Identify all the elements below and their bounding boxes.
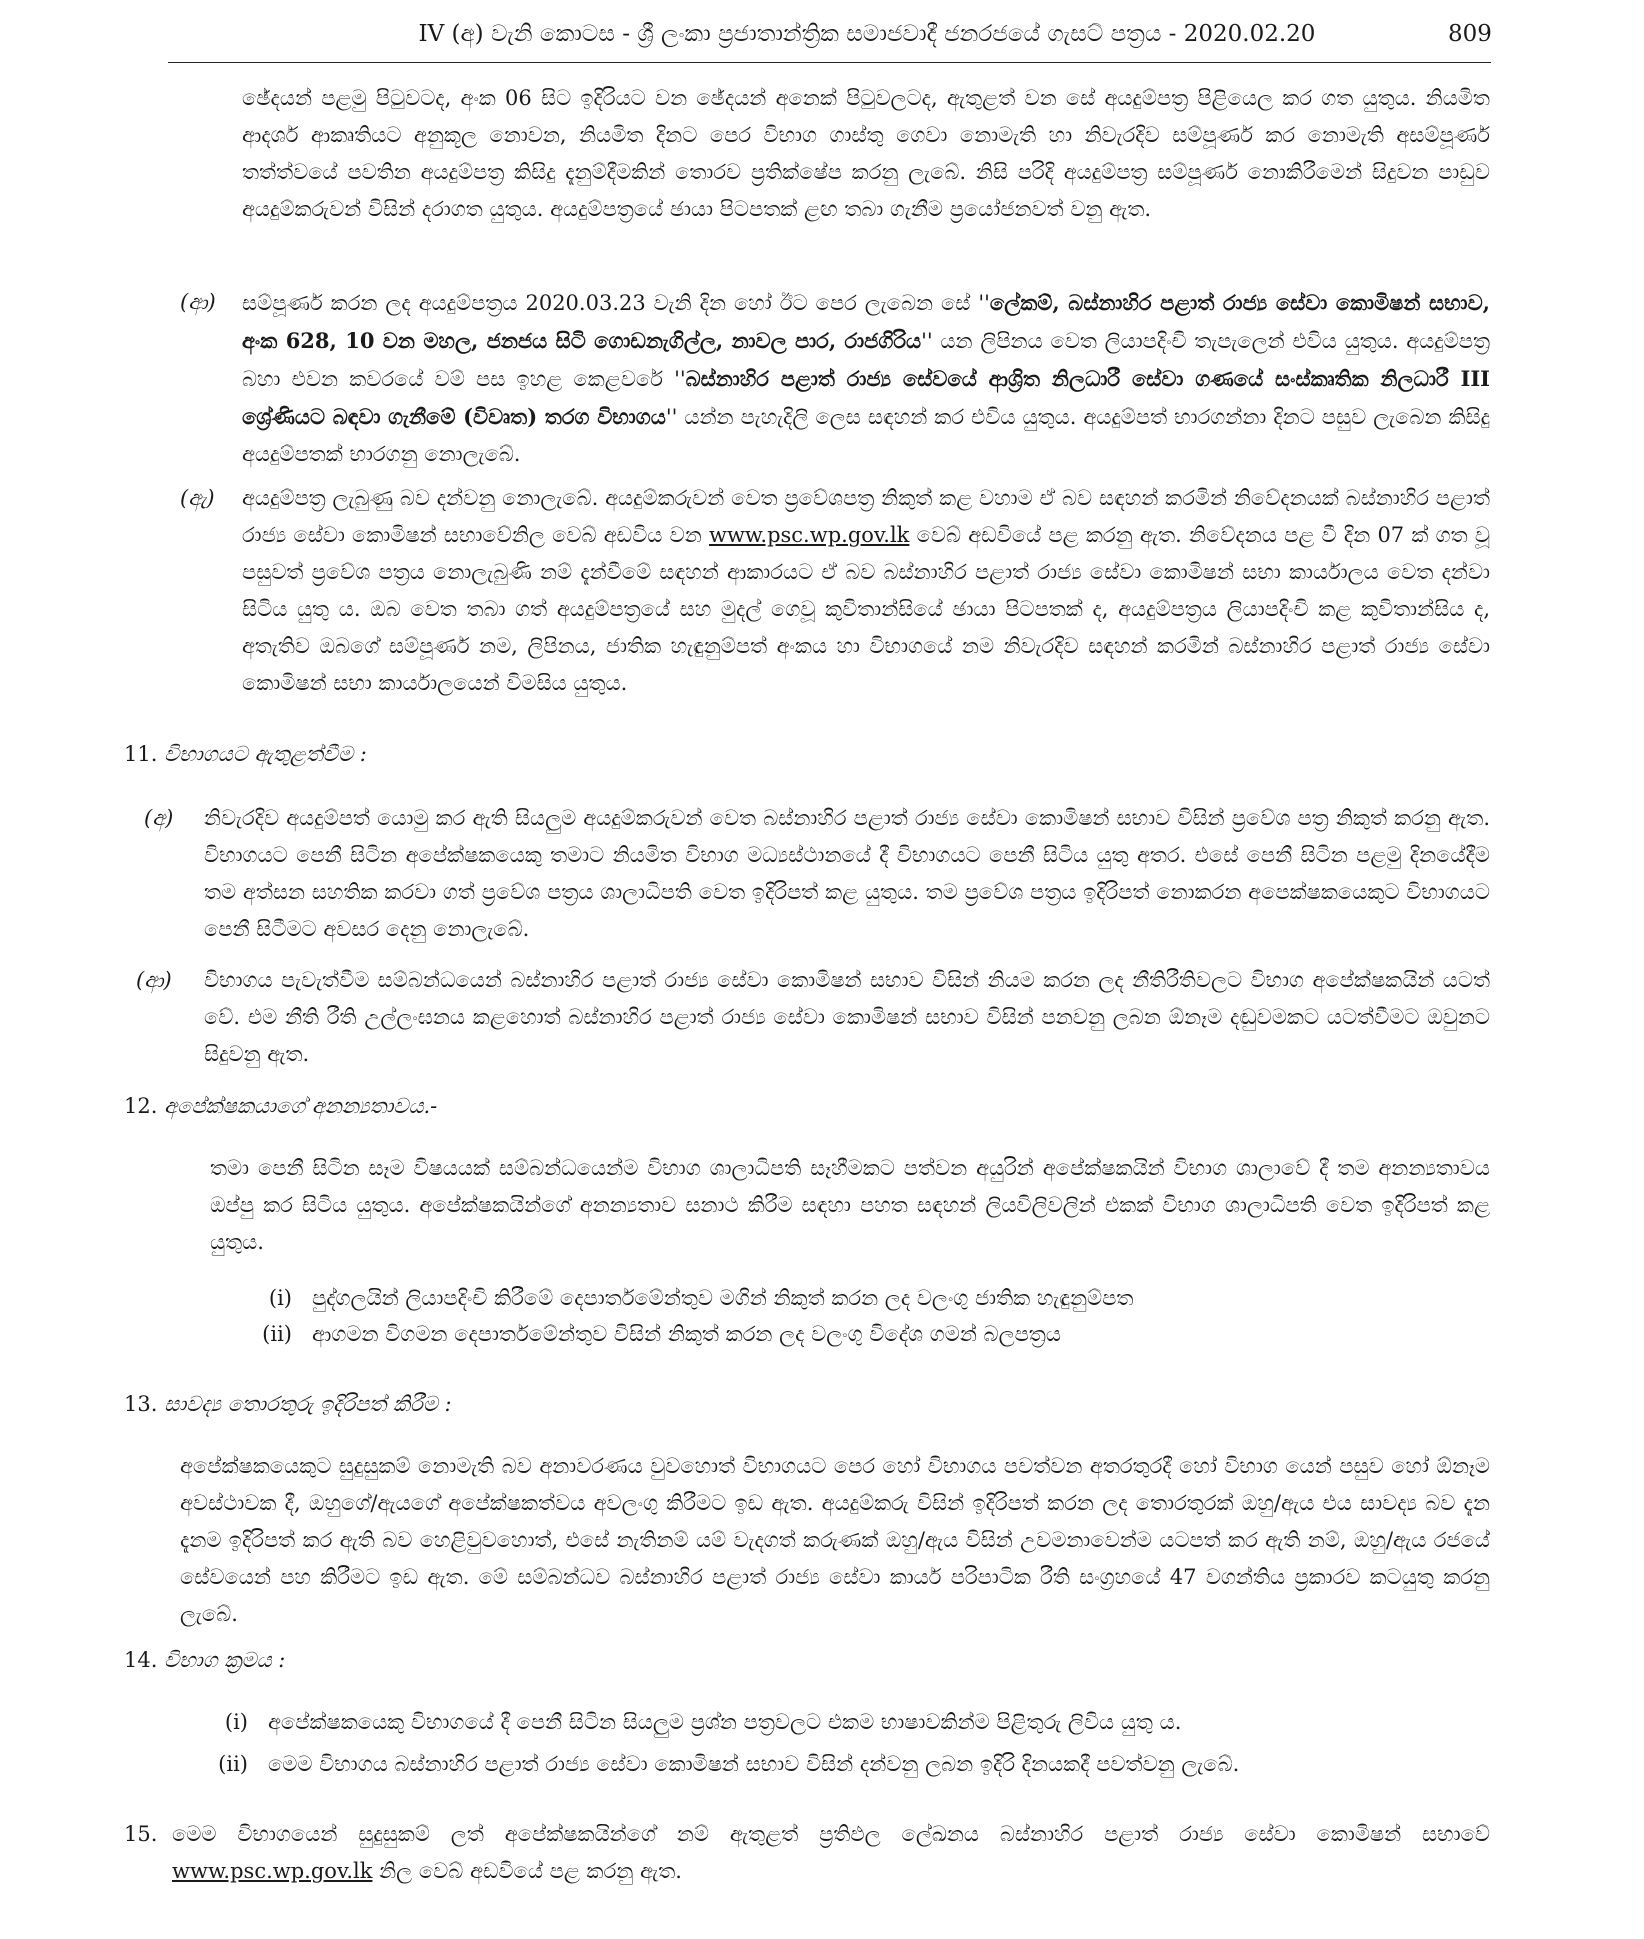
section-12-text: තමා පෙනී සිටින සෑම විෂයයක් සම්බන්ධයෙන්ම විභාග ශාලාධිපති සෑහීමකට පත්වන අයුරින් අපේක්ෂකයින් විභාග ශාලාවේ දී තම අනන්‍යතාවය ඔප්පු කර සිටිය යුතුය. අපේක්ෂකයින්ගේ අනන්‍යතාව සනාථ කිරීම සඳහා පහත සඳහන් ලියවිලිවලින් එකක් විභාග ශාලාධිපති වෙත ඉදිරිපත් කළ යුතුය. bbox=[210, 1156, 1490, 1254]
intro-paragraph: ඡේදයන් පළමු පිටුවටද, අංක 06 සිට ඉදිරියට වන ඡේදයන් අනෙක් පිටුවලටද, ඇතුළත් වන සේ අයදුම්පත්‍ර පිළියෙල කර ගත යුතුය. නියමිත ආදර්ශ ආකෘතියට අනුකූල නොවන, නියමිත දිනට පෙර විභාග ගාස්තු ගෙවා නොමැති හා නිවැරදිව සම්පූර්ණ කර නොමැති අසම්පූර්ණ තත්ත්වයේ පවතින අයදුම්පත්‍ර කිසිදු දැනුම්දීමකින් තොරව ප්‍රතික්ෂේප කරනු ලැබේ. නිසි පරිදි අයදුම්පත්‍ර සම්පූර්ණ නොකිරීමෙන් සිදුවන පාඩුව අයදුම්කරුවන් විසින් දරාගත යුතුය. අයදුම්පත්‍රයේ ඡායා පිටපතක් ළඟ තබා ගැනීම ප්‍රයෝජනවත් වනු ඇත. bbox=[242, 86, 1490, 221]
section-12-item-1-num: (i) bbox=[268, 1286, 292, 1310]
section-13-text: අපේක්ෂකයෙකුට සුදුසුකම් නොමැති බව අනාවරණය වුවහොත් විභාගයට පෙර හෝ විභාගය පවත්වන අතරතුරදී හෝ විභාග යෙන් පසුව හෝ ඕනෑම අවස්ථාවක දී, ඔහුගේ/ඇයගේ අපේක්ෂකත්වය අවලංගු කිරීමට ඉඩ ඇත. අයදුම්කරු විසින් ඉදිරිපත් කරන ලද තොරතුරක් ඔහු/ඇය එය සාවද්‍ය බව දැන දැනම ඉදිරිපත් කර ඇති බව හෙළිවුවහොත්, එසේ නැතිනම් යම් වැදගත් කරුණක් ඔහු/ඇය විසින් උවමනාවෙන්ම යටපත් කර ඇති නම්, ඔහු/ඇය රජයේ සේවයෙන් පහ කිරීමට ඉඩ ඇත. මේ සම්බන්ධව බස්නාහිර පළාත් රාජ්‍ය සේවා කාර්ය පරිපාටික රීති සංග්‍රහයේ 47 වගන්තිය ප්‍රකාරව කටයුතු කරනු ලැබේ. bbox=[180, 1454, 1490, 1626]
section-12-item-2-text: ආගමන විගමන දෙපාර්තමේන්තුව විසින් නිකුත් කරන ලද වලංගු විදේශ ගමන් බලපත්‍රය bbox=[312, 1322, 1061, 1346]
item-aa-text-3: '' යන්න පැහැදිලි ලෙස සඳහන් කර එවිය යුතුය. අයදුම්පත් භාරගන්නා දිනට පසුව ලැබෙන කිසිදු අයදුම්පතක් භාරගනු නොලැබේ. bbox=[242, 405, 1490, 466]
section-11-aa-text: විභාගය පැවැත්වීම සම්බන්ධයෙන් බස්නාහිර පළාත් රාජ්‍ය සේවා කොමිෂන් සභාව විසින් නියම කරන ලද නීතිරීතිවලට විභාග අපේක්ෂකයින් යටත් වේ. එම නීති රීති උල්ලංඝනය කළහොත් බස්නාහිර පළාත් රාජ්‍ය සේවා කොමිෂන් සභාව විසින් පනවනු ලබන ඕනෑම දඬුවමකට යටත්වීමට ඔවුනට සිදුවනු ඇත. bbox=[204, 968, 1490, 1066]
page-header bbox=[242, 14, 1492, 54]
item-ae-label: (ඇ) bbox=[180, 486, 215, 510]
item-aa-address: ලේකම්, බස්නාහිර පළාත් රාජ්‍ය සේවා කොමිෂන් සභාව, අංක 628, 10 වන මහල, ජනජය සිටි ගොඩනැගිල්ල, නාවල පාර, රාජගිරිය bbox=[242, 290, 1490, 353]
section-12-number: 12. bbox=[124, 1094, 158, 1118]
section-14-item-2-text: මෙම විභාගය බස්නාහිර පළාත් රාජ්‍ය සේවා කොමිෂන් සභාව විසින් දන්වනු ලබන ඉදිරි දිනයකදී පවත්වනු ලැබේ. bbox=[268, 1752, 1240, 1776]
section-13-title: සාවද්‍ය තොරතුරු ඉදිරිපත් කිරීම : bbox=[164, 1392, 452, 1416]
section-14-item-2-num: (ii) bbox=[218, 1752, 248, 1776]
section-12-heading bbox=[124, 1088, 437, 1125]
item-aa-exam-name: බස්නාහිර පළාත් රාජ්‍ය සේවයේ ආශ්‍රිත නිලධාරී සේවා ගණයේ සංස්කෘතික නිලධාරී III ශ්‍රේණියට බඳවා ගැනීමේ (විවෘත) තරග විභාගය bbox=[242, 366, 1490, 429]
section-15-text-2: නිල වෙබ් අඩවියේ පළ කරනු ඇත. bbox=[372, 1859, 682, 1883]
section-14-item-1-text: අපේක්ෂකයෙකු විභාගයේ දී පෙනී සිටින සියලුම ප්‍රශ්න පත්‍රවලට එකම භාෂාවකින්ම පිළිතුරු ලිවිය යුතු ය. bbox=[268, 1710, 1182, 1734]
psc-website-link-2[interactable]: www.psc.wp.gov.lk bbox=[172, 1859, 373, 1883]
item-aa-text bbox=[242, 284, 1490, 473]
section-15-number: 15. bbox=[124, 1822, 158, 1846]
section-11-aa-label: (ආ) bbox=[136, 968, 172, 992]
section-11-number: 11. bbox=[124, 742, 158, 766]
section-14-heading bbox=[124, 1642, 285, 1679]
section-12-item-1-text: පුද්ගලයින් ලියාපදිංචි කිරීමේ දෙපාර්තමේන්තුව මගින් නිකුත් කරන ලද වලංගු ජාතික හැඳුනුම්පත bbox=[312, 1286, 1134, 1310]
section-11-a-text: නිවැරදිව අයදුම්පත් යොමු කර ඇති සියලුම අයදුම්කරුවන් වෙත බස්නාහිර පළාත් රාජ්‍ය සේවා කොමිෂන් සභාව විසින් ප්‍රවේශ පත්‍ර නිකුත් කරනු ඇත. විභාගයට පෙනී සිටින අපේක්ෂකයෙකු තමාට නියමිත විභාග මධ්‍යස්ථානයේ දී විභාගයට පෙනී සිටිය යුතු අතර. එසේ පෙනී සිටින පළමු දිනයේදීම තම අත්සන සහතික කරවා ගත් ප්‍රවේශ පත්‍රය ශාලාධිපති වෙත ඉදිරිපත් කළ යුතුය. තම ප්‍රවේශ පත්‍රය ඉදිරිපත් නොකරන අපෙක්ෂකයෙකුට විභාගයට පෙනී සිටීමට අවසර දෙනු නොලැබේ. bbox=[204, 806, 1490, 941]
section-14-item-1 bbox=[196, 1704, 1181, 1741]
item-aa-text-2: '' යන ලිපිනය වෙත ලියාපදිංචි තැපැලෙන් එවිය යුතුය. අයදුම්පත්‍ර බහා එවන කවරයේ වම් පස ඉහළ කෙළවරේ '' bbox=[242, 329, 1490, 391]
item-aa-text-1: සම්පූර්ණ කරන ලද අයදුම්පත්‍රය 2020.03.23 වැනි දින හෝ ඊට පෙර ලැබෙන සේ '' bbox=[242, 291, 990, 315]
section-12-title: අපේක්ෂකයාගේ අනන්‍යතාවය.- bbox=[164, 1094, 438, 1118]
item-ae-text-1: අයදුම්පත්‍ර ලැබුණු බව දන්වනු නොලැබේ. අයදුම්කරුවන් වෙත ප්‍රවේශපත්‍ර නිකුත් කළ වහාම ඒ බව සඳහන් කරමින් නිවේදනයක් බස්නාහිර පළාත් රාජ්‍ය සේවා කොමිෂන් සභාවේනිල වෙබ් අඩවිය වන bbox=[242, 486, 1490, 547]
item-ae-text bbox=[242, 480, 1490, 702]
psc-website-link[interactable]: www.psc.wp.gov.lk bbox=[708, 523, 910, 547]
section-14-item-1-num: (i) bbox=[224, 1710, 248, 1734]
section-12-item-1 bbox=[240, 1280, 1133, 1317]
section-14-item-2 bbox=[196, 1746, 1239, 1783]
section-13-heading bbox=[124, 1386, 452, 1423]
section-15-text-1: මෙම විභාගයෙන් සුදුසුකම් ලත් අපේක්ෂකයින්ගේ නම් ඇතුළත් ප්‍රතිඵල ලේඛනය බස්නාහිර පළාත් රාජ්‍ය සේවා කොමිෂන් සභාවේ bbox=[172, 1822, 1490, 1846]
item-ae-text-2: වෙබ් අඩවියේ පළ කරනු ඇත. නිවේදනය පළ වී දින 07 ක් ගත වූ පසුවත් ප්‍රවේශ පත්‍රය නොලැබුණි නම් දැන්වීමේ සඳහන් ආකාරයට ඒ බව බස්නාහිර පළාත් රාජ්‍ය සේවා කොමිෂන් සභා කාර්යාලය වෙත දන්වා සිටිය යුතු ය. ඔබ වෙත තබා ගත් අයදුම්පත්‍රයේ සහ මුදල් ගෙවූ කුවිතාන්සියේ ඡායා පිටපතක් ද, අයදුම්පත්‍රය ලියාපදිංචි කළ කුවිතාන්සිය ද, අතැතිව ඔබගේ සම්පූර්ණ නම, ලිපිනය, ජාතික හැඳුනුම්පත් අංකය හා විභාගයේ නම නිවැරදිව සඳහන් කරමින් බස්නාහිර පළාත් රාජ්‍ය සේවා කොමිෂන් සභා කාර්යාලයෙන් විමසිය යුතුය. bbox=[242, 523, 1490, 695]
section-12-item-2-num: (ii) bbox=[262, 1322, 292, 1346]
section-11-heading bbox=[124, 736, 367, 773]
header-rule bbox=[168, 62, 1491, 63]
section-11-title: විභාගයට ඇතුළත්වීම : bbox=[164, 742, 367, 766]
page-number: 809 bbox=[1448, 21, 1492, 47]
item-aa-label: (ආ) bbox=[180, 290, 216, 314]
section-11-a-label: (අ) bbox=[144, 806, 174, 830]
section-13-number: 13. bbox=[124, 1392, 158, 1416]
header-title: IV (අ) වැනි කොටස - ශ්‍රී ලංකා ප්‍රජාතාන්ත්‍රික සමාජවාදී ජනරජයේ ගැසට් පත්‍රය - 2020.02.20 bbox=[418, 21, 1316, 47]
section-12-item-2 bbox=[240, 1316, 1061, 1353]
section-15-text bbox=[172, 1816, 1490, 1890]
section-14-title: විභාග ක්‍රමය : bbox=[164, 1648, 286, 1672]
section-14-number: 14. bbox=[124, 1648, 158, 1672]
